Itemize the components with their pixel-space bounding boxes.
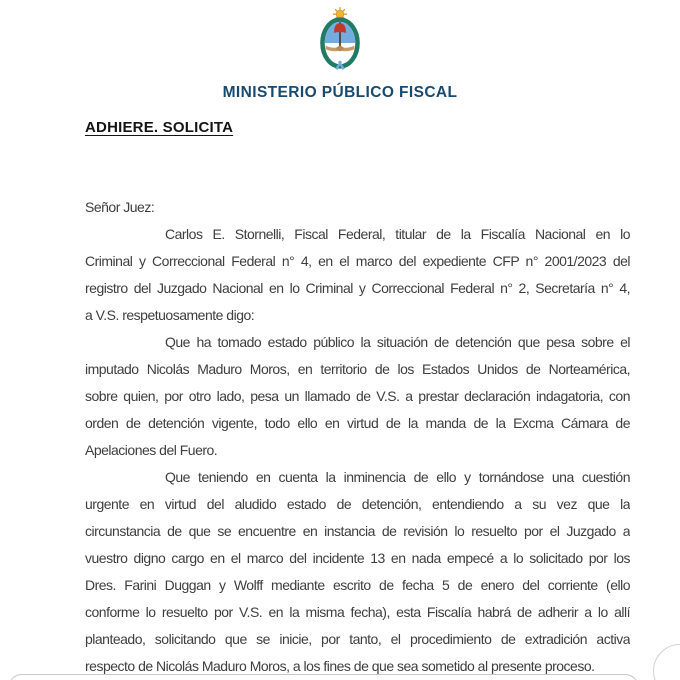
paragraph <box>85 464 630 680</box>
text-line: Apelaciones del Fuero. <box>85 442 218 458</box>
text-line: a V.S. respetuosamente digo: <box>85 307 255 323</box>
ministry-title: MINISTERIO PÚBLICO FISCAL <box>222 84 458 101</box>
paragraph <box>85 329 630 464</box>
text-line: Que ha tomado estado público la situación de detención que pesa sobre el <box>165 334 630 350</box>
text-line: respecto de Nicolás Maduro Moros, a los fines de que sea sometido al presente proceso. <box>85 658 595 674</box>
paragraph <box>85 221 630 329</box>
scroll-circle-decoration <box>653 644 680 680</box>
text-line: Que teniendo en cuenta la inminencia de ello y tornándose una cuestión <box>165 469 630 485</box>
salutation: Señor Juez: <box>85 199 155 215</box>
text-line: imputado Nicolás Maduro Moros, en territorio de los Estados Unidos de Norteamérica, <box>85 361 630 377</box>
next-page-top-edge <box>8 674 639 680</box>
text-line: Criminal y Correccional Federal n° 4, en el marco del expediente CFP n° 2001/2023 del <box>85 253 630 269</box>
sun-icon <box>336 10 344 18</box>
text-line: Dres. Farini Duggan y Wolff mediante escrito de fecha 5 de enero del corriente (ello <box>85 577 630 593</box>
text-line: planteado, solicitando que se inicie, por tanto, el procedimiento de extradición activa <box>85 631 630 647</box>
clasped-hands <box>336 46 344 51</box>
text-line: registro del Juzgado Nacional en lo Criminal y Correccional Federal n° 2, Secretaría n° 4, <box>85 280 630 296</box>
text-line: urgente en virtud del aludido estado de detención, entendiendo a su vez que la <box>85 496 630 512</box>
argentina-coat-of-arms-icon <box>313 6 367 71</box>
text-line: sobre quien, por otro lado, pesa un llamado de V.S. a prestar declaración indagatoria, con <box>85 388 630 404</box>
text-line: Carlos E. Stornelli, Fiscal Federal, titular de la Fiscalía Nacional en lo <box>165 226 630 242</box>
text-line: orden de detención vigente, todo ello en virtud de la manda de la Excma Cámara de <box>85 415 630 431</box>
text-line: circunstancia de que se encuentre en instancia de revisión lo resuelto por el Juzgado a <box>85 523 630 539</box>
document-body <box>85 194 630 680</box>
text-line: vuestro digno cargo en el marco del incidente 13 en nada empecé a lo solicitado por los <box>85 550 630 566</box>
document-heading: ADHIERE. SOLICITA <box>85 119 234 136</box>
ribbon-knot <box>338 61 341 64</box>
text-line: conforme lo resuelto por V.S. en la misma fecha), esta Fiscalía habrá de adherir a lo allí <box>85 604 630 620</box>
